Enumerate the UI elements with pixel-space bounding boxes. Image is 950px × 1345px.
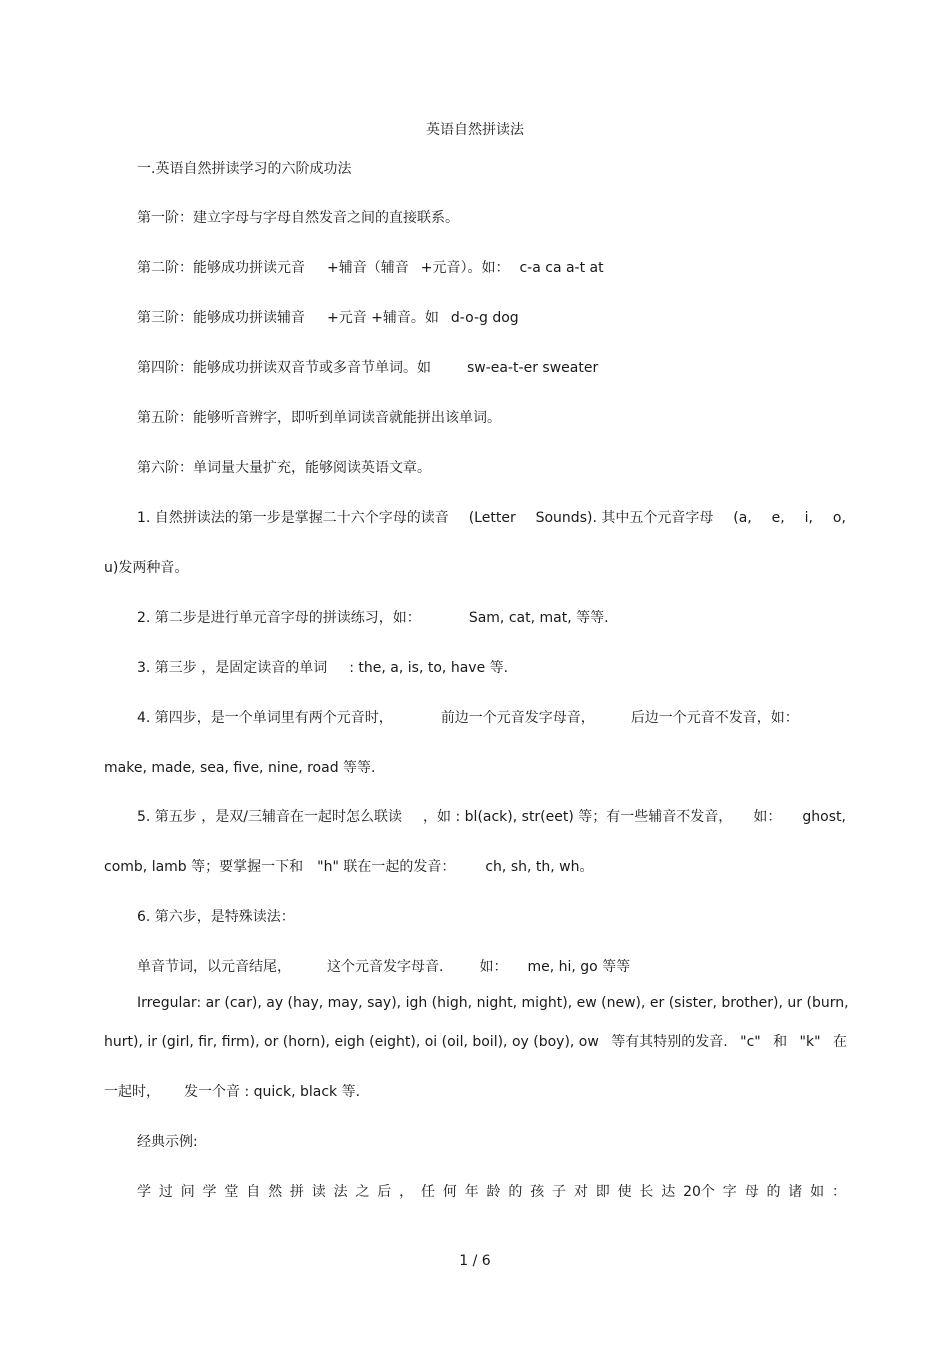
irr-l2-c: "c" <box>740 1034 761 1050</box>
closing-char: 龄 <box>486 1184 501 1200</box>
paragraph-3 <box>137 659 508 677</box>
p3-text-a: 3. 第三步 ，是固定读音的单词 <box>137 660 328 676</box>
closing-char: 字 <box>722 1184 737 1200</box>
paragraph-4-continued: make, made, sea, five, nine, road 等等. <box>104 760 376 776</box>
p1-text-f: i, <box>804 510 813 526</box>
stage-6-text: 第六阶：单词量大量扩充，能够阅读英语文章。 <box>137 460 431 476</box>
stage-3 <box>137 309 519 327</box>
stage-2-text-a: 第二阶：能够成功拼读元音 <box>137 260 305 276</box>
closing-char: 过 <box>158 1184 173 1200</box>
irr-l2-b: 等有其特别的发音. <box>611 1034 728 1050</box>
closing-char: 问 <box>180 1184 195 1200</box>
stage-5-text: 第五阶：能够听音辨字，即听到单词读音就能拼出该单词。 <box>137 410 501 426</box>
stage-4 <box>137 359 598 377</box>
closing-char: 堂 <box>224 1184 239 1200</box>
closing-char: 如 <box>810 1184 825 1200</box>
closing-char: 的 <box>766 1184 781 1200</box>
closing-char: 然 <box>268 1184 283 1200</box>
closing-char: 20个 <box>683 1184 715 1200</box>
p7-text-a: 单音节词，以元音结尾， <box>137 959 291 975</box>
closing-char: 何 <box>442 1184 457 1200</box>
irr-l2-d: 和 <box>773 1034 788 1050</box>
p1-text-g: o, <box>832 510 846 526</box>
p1-text-e: e, <box>771 510 785 526</box>
p1-text-c: Sounds). 其中五个元音字母 <box>535 510 714 526</box>
closing-char: 诸 <box>788 1184 803 1200</box>
closing-char: 年 <box>464 1184 479 1200</box>
stage-1-text: 第一阶：建立字母与字母自然发音之间的直接联系。 <box>137 210 459 226</box>
closing-char: 学 <box>202 1184 217 1200</box>
closing-char: 的 <box>508 1184 523 1200</box>
paragraph-1 <box>137 509 846 527</box>
stage-5 <box>137 409 501 427</box>
stage-3-text-a: 第三阶：能够成功拼读辅音 <box>137 310 305 326</box>
p4-text-b: 前边一个元音发字母音， <box>440 710 595 726</box>
p5-cont-c: ch, sh, th, wh。 <box>485 859 594 875</box>
irregular-line-3 <box>104 1083 360 1101</box>
section-heading: 一.英语自然拼读学习的六阶成功法 <box>137 161 352 177</box>
closing-char: 孩 <box>530 1184 545 1200</box>
classic-example-heading: 经典示例: <box>137 1134 198 1150</box>
p1-text-b: (Letter <box>468 510 516 526</box>
closing-char: 使 <box>617 1184 632 1200</box>
p4-text-c: 后边一个元音不发音，如： <box>630 710 799 726</box>
closing-char: 拼 <box>289 1184 304 1200</box>
closing-char: 子 <box>552 1184 567 1200</box>
closing-char: 法 <box>333 1184 348 1200</box>
stage-6 <box>137 459 431 477</box>
closing-char: 长 <box>639 1184 654 1200</box>
stage-3-example: d-o-g dog <box>450 310 519 326</box>
p3-text-b: : the, a, is, to, have 等. <box>349 660 509 676</box>
closing-char: 自 <box>246 1184 261 1200</box>
closing-char: 后 <box>377 1184 392 1200</box>
p7-text-b: 这个元音发字母音. <box>327 959 444 975</box>
p7-text-c: 如： <box>479 959 508 975</box>
closing-char: 学 <box>137 1184 151 1200</box>
p2-text-a: 2. 第二步是进行单元音字母的拼读练习，如： <box>137 610 421 626</box>
stage-2-text-b: +辅音（辅音 <box>327 260 409 276</box>
p1-text-a: 1. 自然拼读法的第一步是掌握二十六个字母的读音 <box>137 510 449 526</box>
closing-char: 读 <box>311 1184 326 1200</box>
p5-cont-b: "h" 联在一起的发音： <box>317 859 456 875</box>
paragraph-1-continued: u)发两种音。 <box>104 560 189 576</box>
irr-l2-f: 在 <box>832 1034 847 1050</box>
closing-char: 达 <box>661 1184 676 1200</box>
irr-l2-e: "k" <box>799 1034 821 1050</box>
closing-char: 对 <box>573 1184 588 1200</box>
p5-text-c: 如： <box>753 809 782 825</box>
p5-text-b: ，如 : bl(ack), str(eet) 等；有一些辅音不发音， <box>423 809 733 825</box>
page-title: 英语自然拼读法 <box>426 122 524 138</box>
stage-2-example: c-a ca a-t at <box>519 260 604 276</box>
paragraph-5 <box>137 808 846 826</box>
stage-4-text: 第四阶：能够成功拼读双音节或多音节单词。如 <box>137 360 431 376</box>
paragraph-6: 6. 第六步，是特殊读法： <box>137 909 295 925</box>
irr-l3-b: 发一个音 : quick, black 等. <box>184 1084 361 1100</box>
p7-text-d: me, hi, go 等等 <box>527 959 631 975</box>
stage-1 <box>137 209 459 227</box>
p5-cont-a: comb, lamb 等；要掌握一下和 <box>104 859 304 875</box>
closing-line <box>137 1183 846 1201</box>
irregular-line-2 <box>104 1033 847 1051</box>
paragraph-7 <box>137 958 630 976</box>
paragraph-4 <box>137 709 799 727</box>
closing-char: 之 <box>355 1184 370 1200</box>
paragraph-5-continued <box>104 858 593 876</box>
closing-char: ： <box>831 1184 846 1200</box>
paragraph-2 <box>137 609 609 627</box>
closing-char: 母 <box>744 1184 759 1200</box>
p5-text-a: 5. 第五步 ，是双/三辅音在一起时怎么联读 <box>137 809 402 825</box>
closing-char: 即 <box>595 1184 610 1200</box>
p1-text-d: (a, <box>733 510 752 526</box>
p4-text-a: 4. 第四步，是一个单词里有两个元音时， <box>137 710 393 726</box>
p2-text-b: Sam, cat, mat, 等等. <box>468 610 609 626</box>
stage-4-example: sw-ea-t-er sweater <box>467 360 599 376</box>
irr-l2-a: hurt), ir (girl, fir, firm), or (horn), eigh (eight), oi (oil, boil), oy (boy), ow <box>104 1034 599 1050</box>
irregular-line-1: Irregular: ar (car), ay (hay, may, say), igh (high, night, might), ew (new), er (sister, brother), ur (burn, <box>137 995 849 1011</box>
stage-2 <box>137 259 604 277</box>
stage-3-text-b: +元音 +辅音。如 <box>327 310 439 326</box>
closing-char: ， <box>399 1184 414 1200</box>
stage-2-text-c: +元音）。如： <box>420 260 510 276</box>
closing-char: 任 <box>420 1184 435 1200</box>
irr-l3-a: 一起时， <box>104 1084 160 1100</box>
page-number: 1 / 6 <box>459 1253 491 1269</box>
p5-text-d: ghost, <box>802 809 846 825</box>
